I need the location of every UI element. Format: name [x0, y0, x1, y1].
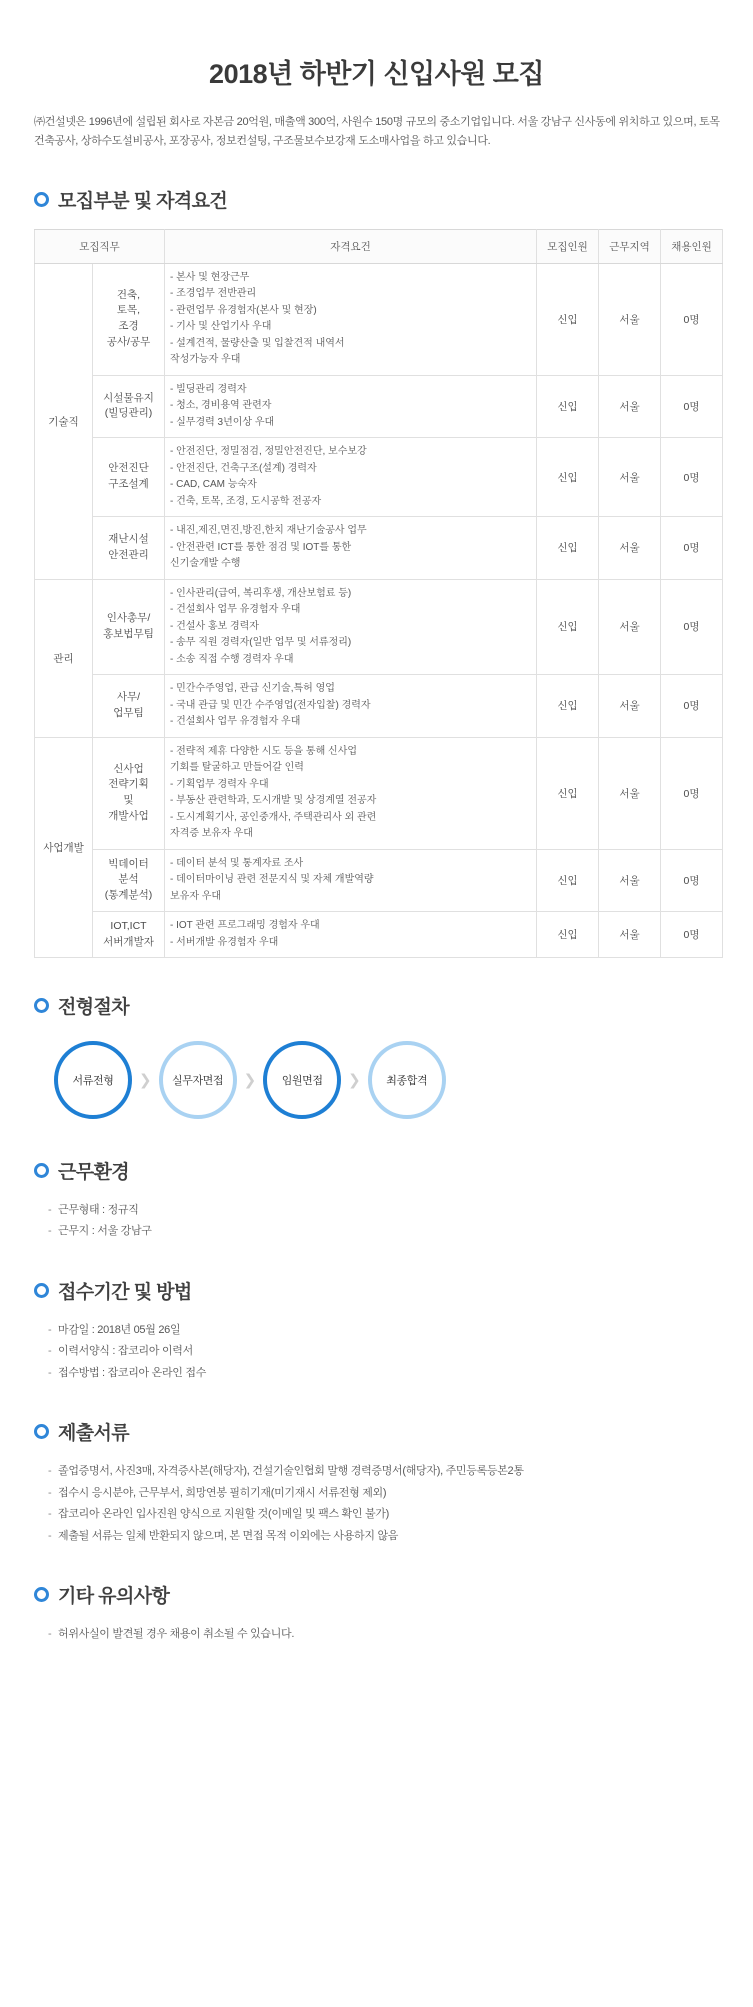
document-item: - 접수시 응시분야, 근무부서, 희망연봉 필히기재(미기재시 서류전형 제외)	[48, 1483, 723, 1504]
cell-count: 신입	[537, 438, 599, 517]
section-heading-process	[34, 992, 723, 1019]
period-item: - 마감일 : 2018년 05월 26일	[48, 1320, 723, 1341]
col-header-requirements: 자격요건	[165, 229, 537, 263]
section-period	[0, 1277, 753, 1384]
section-environment	[0, 1157, 753, 1243]
col-header-count: 모집인원	[537, 229, 599, 263]
cell-job-title: 사무/ 업무팀	[93, 675, 165, 738]
cell-hire: 0명	[661, 517, 723, 580]
cell-job-title: IOT,ICT 서버개발자	[93, 912, 165, 958]
cell-job-title: 빅데이터 분석 (통계분석)	[93, 849, 165, 912]
document-item: - 제출될 서류는 일체 반환되지 않으며, 본 면접 목적 이외에는 사용하지 않음	[48, 1526, 723, 1547]
environment-list	[34, 1200, 723, 1243]
cell-hire: 0명	[661, 849, 723, 912]
section-heading-environment	[34, 1157, 723, 1184]
cell-hire: 0명	[661, 675, 723, 738]
notes-list	[34, 1624, 723, 1645]
period-item: - 접수방법 : 잡코리아 온라인 접수	[48, 1363, 723, 1384]
environment-item: - 근무지 : 서울 강남구	[48, 1221, 723, 1242]
cell-job-title: 안전진단 구조설계	[93, 438, 165, 517]
cell-job-group: 기술직	[35, 263, 93, 579]
documents-list	[34, 1461, 723, 1547]
cell-requirements: - 본사 및 현장근무 - 조경업무 전반관리 - 관련업무 유경험자(본사 및 현장) - 기사 및 산업기사 우대 - 설계견적, 물량산출 및 입찰견적 내역서 작성가능자 우대	[165, 263, 537, 375]
section-heading-period	[34, 1277, 723, 1304]
cell-location: 서울	[599, 375, 661, 438]
cell-location: 서울	[599, 579, 661, 675]
process-step-2: 실무자면접	[159, 1041, 237, 1119]
cell-count: 신입	[537, 675, 599, 738]
table-body	[35, 263, 723, 958]
section-title-period: 접수기간 및 방법	[58, 1281, 192, 1303]
cell-requirements: - 민간수주영업, 관급 신기술,특허 영업 - 국내 관급 및 민간 수주영업(전자입찰) 경력자 - 건설회사 업무 유경험자 우대	[165, 675, 537, 738]
table-row	[35, 375, 723, 438]
cell-requirements: - 안전진단, 정밀점검, 정밀안전진단, 보수보강 - 안전진단, 건축구조(설계) 경력자 - CAD, CAM 능숙자 - 건축, 토목, 조경, 도시공학 전공자	[165, 438, 537, 517]
cell-hire: 0명	[661, 579, 723, 675]
cell-hire: 0명	[661, 375, 723, 438]
cell-location: 서울	[599, 438, 661, 517]
section-heading-notes	[34, 1581, 723, 1608]
cell-job-title: 인사총무/ 홍보법무팀	[93, 579, 165, 675]
chevron-right-icon: ❯	[243, 1071, 257, 1089]
chevron-right-icon: ❯	[348, 1071, 361, 1089]
cell-requirements: - 인사관리(급여, 복리후생, 개산보험료 등) - 건설회사 업무 유경험자 우대 - 건설사 홍보 경력자 - 송무 직원 경력자(일반 업무 및 서류정리) - 소송 직접 수행 경력자 우대	[165, 579, 537, 675]
circle-bullet-icon	[34, 1587, 49, 1602]
cell-requirements: - 전략적 제휴 다양한 시도 등을 통해 신사업 기회를 탈굴하고 만들어갈 인력 - 기획업무 경력자 우대 - 부동산 관련학과, 도시개발 및 상경계열 전공자 - 도시계획기사, 공인중개사, 주택관리사 외 관련 자격증 보유자 우대	[165, 737, 537, 849]
circle-bullet-icon	[34, 1283, 49, 1298]
cell-location: 서울	[599, 849, 661, 912]
cell-job-group: 관리	[35, 579, 93, 737]
table-row	[35, 579, 723, 675]
col-header-job: 모집직무	[35, 229, 165, 263]
circle-bullet-icon	[34, 1424, 49, 1439]
table-row	[35, 517, 723, 580]
cell-hire: 0명	[661, 737, 723, 849]
section-title-notes: 기타 유의사항	[58, 1585, 170, 1607]
section-documents	[0, 1418, 753, 1547]
section-process	[0, 992, 753, 1123]
section-notes	[0, 1581, 753, 1645]
table-row	[35, 438, 723, 517]
cell-count: 신입	[537, 263, 599, 375]
circle-bullet-icon	[34, 1163, 49, 1178]
cell-job-title: 건축, 토목, 조경 공사/공무	[93, 263, 165, 375]
cell-job-title: 재난시설 안전관리	[93, 517, 165, 580]
cell-hire: 0명	[661, 912, 723, 958]
cell-count: 신입	[537, 375, 599, 438]
table-row	[35, 912, 723, 958]
section-title-documents: 제출서류	[58, 1423, 130, 1445]
period-item: - 이력서양식 : 잡코리아 이력서	[48, 1341, 723, 1362]
cell-location: 서울	[599, 675, 661, 738]
cell-requirements: - 빌딩관리 경력자 - 청소, 경비용역 관련자 - 실무경력 3년이상 우대	[165, 375, 537, 438]
process-step-3: 임원면접	[263, 1041, 341, 1119]
cell-requirements: - 내진,제진,면진,방진,한치 재난기술공사 업무 - 안전관련 ICT를 통한 점검 및 IOT를 통한 신기술개발 수행	[165, 517, 537, 580]
cell-job-title: 시설물유지 (빌딩관리)	[93, 375, 165, 438]
cell-location: 서울	[599, 737, 661, 849]
col-header-hire: 채용인원	[661, 229, 723, 263]
process-flow	[34, 1035, 723, 1123]
period-list	[34, 1320, 723, 1384]
cell-count: 신입	[537, 912, 599, 958]
col-header-location: 근무지역	[599, 229, 661, 263]
chevron-right-icon: ❯	[139, 1071, 152, 1089]
section-title-process: 전형절차	[58, 997, 130, 1018]
cell-count: 신입	[537, 517, 599, 580]
note-item: - 허위사실이 발견될 경우 채용이 취소될 수 있습니다.	[48, 1624, 723, 1645]
section-recruit	[0, 186, 753, 959]
table-header	[35, 229, 723, 263]
recruit-table	[34, 229, 723, 959]
cell-count: 신입	[537, 849, 599, 912]
cell-location: 서울	[599, 912, 661, 958]
process-step-1: 서류전형	[54, 1041, 132, 1119]
document-item: - 졸업증명서, 사진3매, 자격증사본(해당자), 건설기술인협회 말행 경력증명서(해당자), 주민등록등본2통	[48, 1461, 723, 1482]
cell-requirements: - IOT 관련 프로그래밍 경험자 우대 - 서버개발 유경험자 우대	[165, 912, 537, 958]
cell-hire: 0명	[661, 263, 723, 375]
cell-count: 신입	[537, 737, 599, 849]
cell-hire: 0명	[661, 438, 723, 517]
section-title-environment: 근무환경	[58, 1162, 130, 1183]
cell-job-group: 사업개발	[35, 737, 93, 958]
company-intro: ㈜건설넷은 1996년에 설립된 회사로 자본금 20억원, 매출액 300억, 사원수 150명 규모의 중소기업입니다. 서울 강남구 신사동에 위치하고 있으며, 토목건축공사, 상하수도설비공사, 포장공사, 정보컨설팅, 구조물보수보강재 도소매사업을 하고 있습니다.	[34, 116, 720, 148]
cell-location: 서울	[599, 263, 661, 375]
document-item: - 잡코리아 온라인 입사진원 양식으로 지원할 것(이메일 및 팩스 확인 불가)	[48, 1504, 723, 1525]
cell-location: 서울	[599, 517, 661, 580]
page-title: 2018년 하반기 신입사원 모집	[209, 59, 544, 89]
process-step-4: 최종합격	[368, 1041, 446, 1119]
section-heading-documents	[34, 1418, 723, 1445]
table-row	[35, 263, 723, 375]
cell-requirements: - 데이터 분석 및 통계자료 조사 - 데이터마이닝 관련 전문지식 및 자체 개발역량 보유자 우대	[165, 849, 537, 912]
cell-count: 신입	[537, 579, 599, 675]
section-heading-recruit	[34, 186, 723, 213]
cell-job-title: 신사업 전략기획 및 개발사업	[93, 737, 165, 849]
circle-bullet-icon	[34, 192, 49, 207]
table-row	[35, 675, 723, 738]
environment-item: - 근무형태 : 정규직	[48, 1200, 723, 1221]
table-row	[35, 737, 723, 849]
circle-bullet-icon	[34, 998, 49, 1013]
section-title-recruit: 모집부분 및 자격요건	[58, 190, 228, 212]
table-row	[35, 849, 723, 912]
